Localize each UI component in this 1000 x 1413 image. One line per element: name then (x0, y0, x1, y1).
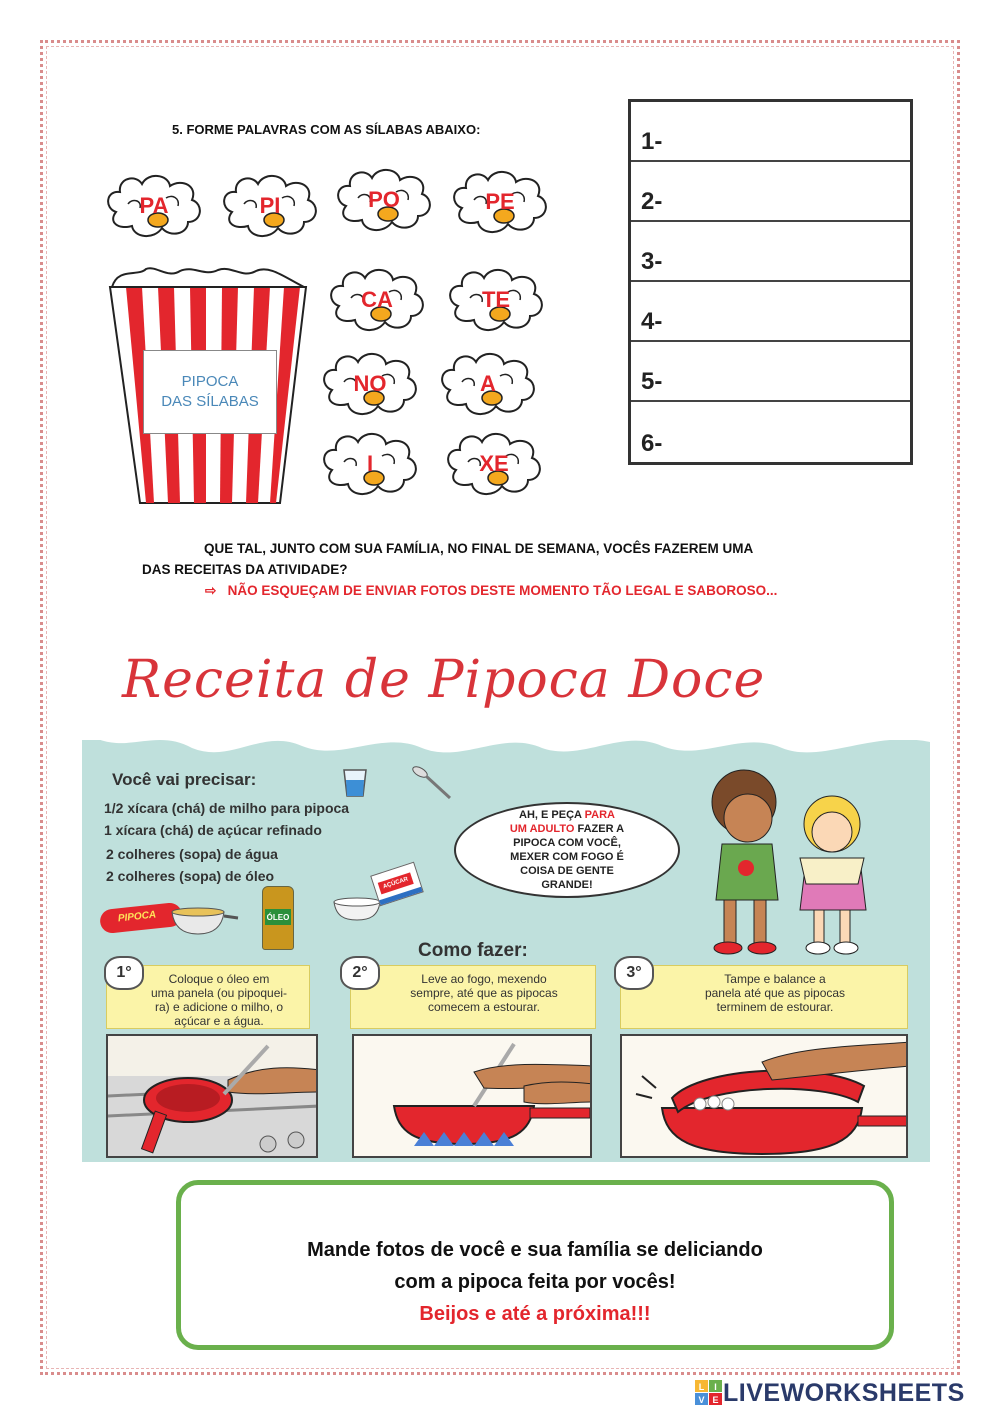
step-line: comecem a estourar. (427, 1000, 541, 1014)
glass-spoon-icon (340, 766, 460, 816)
bucket-label (143, 350, 277, 434)
syllable-popcorn[interactable] (218, 168, 322, 244)
speech-bubble (454, 802, 680, 898)
syllable-text: TE (481, 287, 511, 312)
answer-row[interactable] (631, 402, 910, 462)
answer-number: 6- (641, 430, 663, 457)
step-2-illustration (352, 1034, 592, 1158)
kids-illustration (682, 760, 882, 960)
ingredient-item: 2 colheres (sopa) de água (106, 846, 278, 862)
bucket-label-line1: PIPOCA (181, 373, 239, 390)
bubble-text-red: UM ADULTO (509, 823, 575, 835)
step-1-number: 1° (104, 956, 144, 990)
answer-row[interactable] (631, 162, 910, 222)
syllable-text: NO (353, 371, 387, 396)
step-line: Leve ao fogo, mexendo (421, 972, 547, 986)
answer-number: 3- (641, 248, 663, 275)
svg-text:L: L (698, 1382, 705, 1392)
step-line: Coloque o óleo em (168, 972, 270, 986)
svg-text:E: E (712, 1395, 719, 1405)
syllable-text: XE (479, 451, 509, 476)
syllable-text: A (480, 371, 496, 396)
syllable-popcorn[interactable] (436, 346, 540, 422)
syllable-text: I (366, 451, 374, 476)
step-line: Tampe e balance a (724, 972, 826, 986)
recipe-card (82, 630, 930, 1162)
invitation-line2: DAS RECEITAS DA ATIVIDADE? (142, 562, 348, 577)
syllable-text: CA (361, 287, 393, 312)
syllable-popcorn[interactable] (444, 262, 548, 338)
ingredient-item: 2 colheres (sopa) de óleo (106, 868, 275, 884)
ingredient-item: 1 xícara (chá) de açúcar refinado (104, 822, 322, 838)
oil-bottle-icon (262, 886, 294, 950)
svg-text:V: V (698, 1395, 705, 1405)
syllable-text: PA (139, 193, 169, 218)
bowl-icon (170, 906, 240, 936)
answer-row[interactable] (631, 222, 910, 282)
closing-line1: Mande fotos de você e sua família se deliciando (307, 1239, 763, 1261)
recipe-title-banner (82, 630, 930, 740)
syllable-popcorn[interactable] (318, 346, 422, 422)
syllable-popcorn[interactable] (442, 426, 546, 502)
bubble-text: AH, E PEÇA (519, 809, 585, 821)
step-2-text (350, 965, 596, 1029)
bubble-text-red: PARA (584, 809, 615, 821)
liveworksheets-logo-text: LIVEWORKSHEETS (723, 1378, 965, 1407)
recipe-title: Receita de Pipoca Doce (122, 650, 766, 710)
syllable-text: PO (368, 187, 400, 212)
ingredients-heading: Você vai precisar: (112, 770, 257, 789)
syllable-text: PI (259, 193, 281, 218)
bubble-text: GRANDE! (541, 879, 593, 891)
step-line: sempre, até que as pipocas (410, 986, 558, 1000)
step-3-number: 3° (614, 956, 654, 990)
bucket-label-line2: DAS SÍLABAS (161, 393, 259, 410)
bubble-text: FAZER A (574, 823, 625, 835)
step-3-text (620, 965, 908, 1029)
sugar-pack-icon (370, 862, 424, 907)
syllable-popcorn[interactable] (102, 168, 206, 244)
arrow-icon: ⇨ (205, 583, 217, 598)
answer-number: 4- (641, 308, 663, 335)
answer-row[interactable] (631, 282, 910, 342)
photo-reminder (205, 583, 777, 599)
popcorn-bag-label: PIPOCA (117, 909, 157, 925)
oil-bottle-label: ÓLEO (266, 912, 290, 922)
answer-row[interactable] (631, 102, 910, 162)
invitation-text (142, 538, 862, 580)
question-title: 5. FORME PALAVRAS COM AS SÍLABAS ABAIXO: (172, 122, 481, 137)
syllable-popcorn[interactable] (332, 162, 436, 238)
answer-number: 2- (641, 188, 663, 215)
bubble-text: MEXER COM FOGO É (510, 851, 624, 863)
syllable-popcorn[interactable] (448, 164, 552, 240)
step-line: açúcar e a água. (174, 1014, 264, 1028)
step-line: panela até que as pipocas (704, 986, 846, 1000)
photo-reminder-text: NÃO ESQUEÇAM DE ENVIAR FOTOS DESTE MOMENTO TÃO LEGAL E SABOROSO... (227, 583, 778, 598)
step-line: ra) e adicione o milho, o (154, 1000, 284, 1014)
step-line: uma panela (ou pipoquei- (150, 986, 288, 1000)
syllable-text: PE (485, 189, 515, 214)
bubble-text: PIPOCA COM VOCÊ, (513, 837, 621, 849)
invitation-line1: QUE TAL, JUNTO COM SUA FAMÍLIA, NO FINAL DE SEMANA, VOCÊS FAZEREM UMA (204, 541, 754, 556)
syllable-popcorn[interactable] (318, 426, 422, 502)
answer-number: 1- (641, 128, 663, 155)
closing-line3: Beijos e até a próxima!!! (419, 1303, 651, 1325)
step-3-illustration (620, 1034, 908, 1158)
answer-row[interactable] (631, 342, 910, 402)
liveworksheets-logo-icon (695, 1380, 723, 1406)
svg-text:I: I (714, 1382, 717, 1392)
liveworksheets-logo[interactable] (695, 1378, 965, 1408)
closing-message-box (176, 1180, 894, 1350)
answer-number: 5- (641, 368, 663, 395)
sugar-pack-label: AÇÚCAR (382, 876, 410, 891)
step-line: terminem de estourar. (716, 1000, 834, 1014)
step-1-illustration (106, 1034, 318, 1158)
howto-heading: Como fazer: (418, 940, 528, 961)
step-2-number: 2° (340, 956, 380, 990)
bubble-text: COISA DE GENTE (520, 865, 614, 877)
ingredient-item: 1/2 xícara (chá) de milho para pipoca (104, 800, 350, 816)
syllable-popcorn[interactable] (325, 262, 429, 338)
answer-table (628, 99, 913, 465)
closing-line2: com a pipoca feita por vocês! (394, 1271, 676, 1293)
